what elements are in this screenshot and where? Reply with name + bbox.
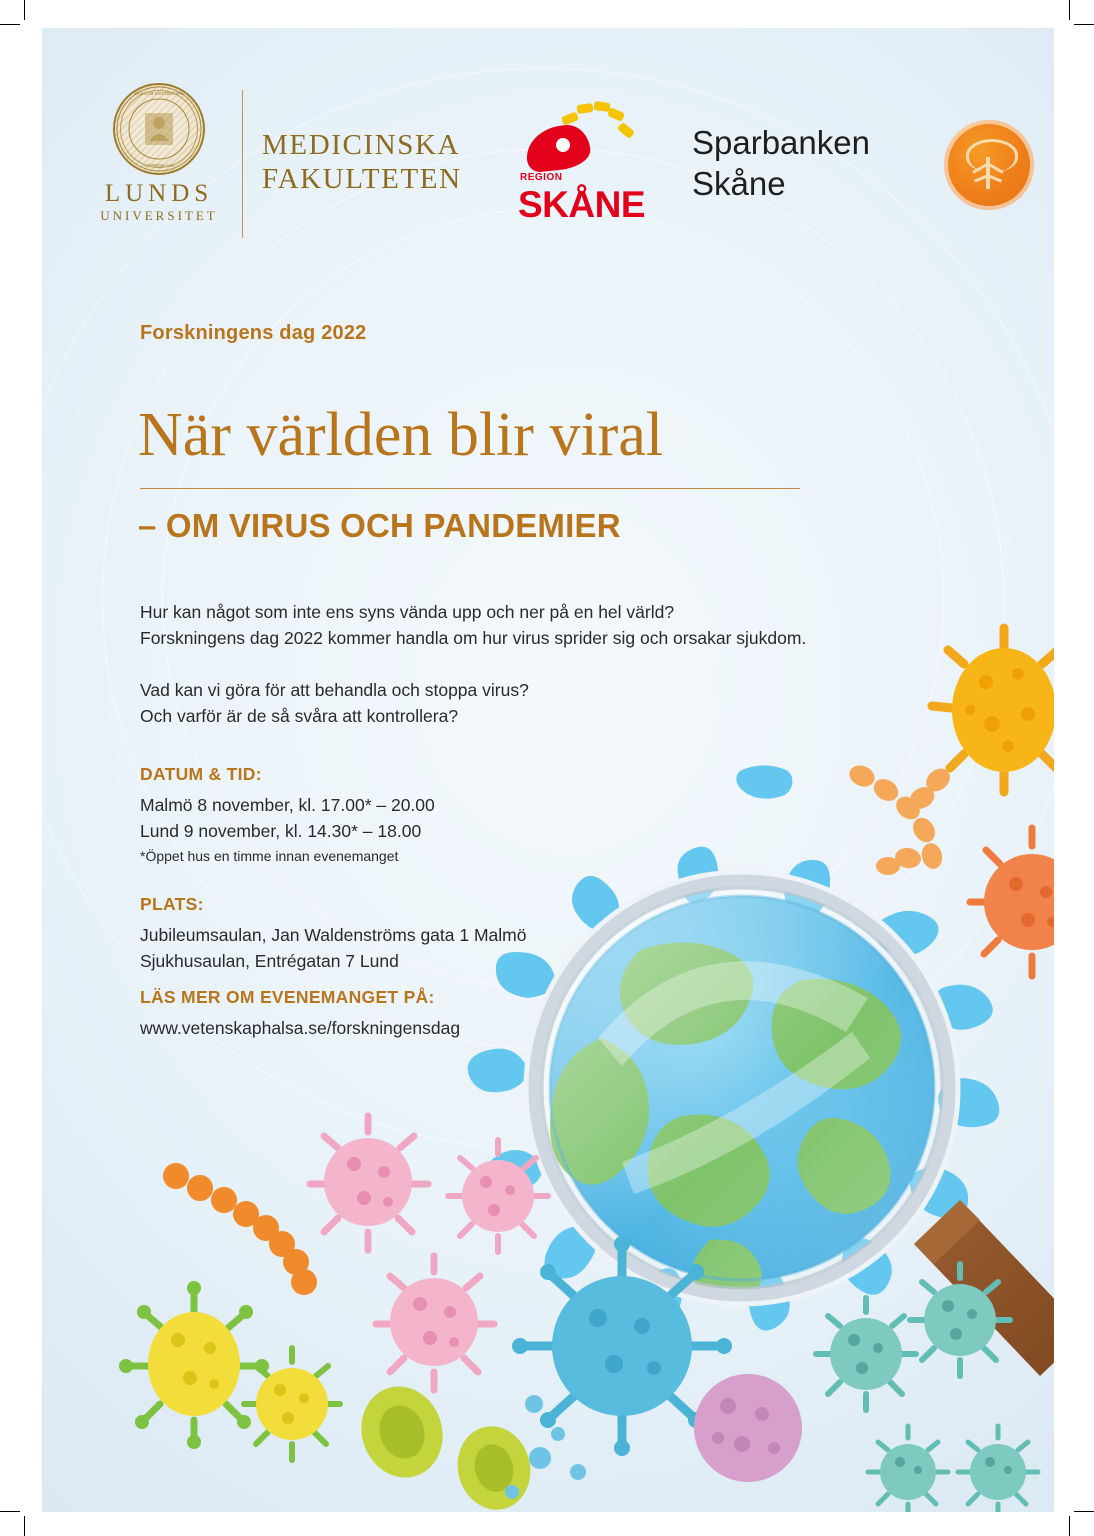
question-paragraph [140, 677, 529, 729]
lasmer-label: LÄS MER OM EVENEMANGET PÅ: [140, 987, 435, 1007]
sparbanken-coin-icon [944, 120, 1034, 210]
cell-olive-icon [350, 1376, 539, 1512]
logo-divider [242, 90, 243, 238]
crop-mark-top-left-v [24, 0, 25, 20]
lu-line-2: UNIVERSITET [100, 208, 218, 223]
plats-info [140, 922, 526, 974]
sparbanken-wordmark [692, 122, 870, 204]
sparbanken-skane-logo [692, 116, 1012, 226]
plats-line-1: Jubileumsaulan, Jan Waldenströms gata 1 Malmö [140, 925, 527, 945]
crop-mark-top-left-h [0, 24, 20, 25]
datum-info [140, 792, 435, 844]
seal-detail-icon [115, 85, 203, 173]
blue-dots-icon [505, 1395, 586, 1499]
lund-university-logo [84, 83, 234, 225]
question-line-1: Vad kan vi göra för att behandla och stoppa virus? [140, 680, 529, 700]
lund-university-seal-icon [113, 83, 205, 175]
sparbanken-line-1: Sparbanken [692, 124, 870, 161]
plats-line-2: Sjukhusaulan, Entrégatan 7 Lund [140, 951, 399, 971]
svg-text:SIGILLUM UNIVERSITATIS: SIGILLUM UNIVERSITATIS [134, 91, 184, 96]
region-label: REGION [520, 172, 563, 183]
kicker-text: Forskningens dag 2022 [140, 322, 367, 344]
logo-row [42, 28, 1054, 228]
page-title: När världen blir viral [138, 401, 664, 469]
virus-blue-large-icon [512, 1236, 732, 1456]
intro-line-1: Hur kan något som inte ens syns vända upp och ner på en hel värld? [140, 602, 675, 622]
virus-purple-speckled-icon [694, 1374, 802, 1482]
crop-mark-bottom-right-h [1074, 1511, 1094, 1512]
virus-teal-small-icon [816, 1264, 1038, 1512]
event-link[interactable]: www.vetenskaphalsa.se/forskningensdag [140, 1018, 461, 1038]
skane-horn-icon [526, 126, 598, 178]
page-subtitle: – OM VIRUS OCH PANDEMIER [138, 507, 621, 544]
lund-university-wordmark [84, 181, 234, 225]
sparbanken-line-2: Skåne [692, 165, 786, 202]
virus-green-yellow-icon [119, 1281, 340, 1460]
datum-footnote: *Öppet hus en timme innan evenemanget [140, 848, 399, 864]
datum-label: DATUM & TID: [140, 764, 262, 784]
crop-mark-bottom-left-h [0, 1511, 20, 1512]
plats-label: PLATS: [140, 894, 204, 914]
intro-paragraph [140, 599, 806, 651]
crop-mark-bottom-right-v [1069, 1516, 1070, 1536]
virus-pink-cluster-icon [310, 1116, 548, 1390]
region-skane-logo [508, 100, 678, 230]
crop-mark-bottom-left-v [24, 1516, 25, 1536]
faculty-wordmark [262, 128, 462, 196]
question-line-2: Och varför är de så svåra att kontrollera? [140, 706, 459, 726]
poster-canvas [42, 28, 1054, 1512]
crop-mark-top-right-v [1069, 0, 1070, 20]
intro-line-2: Forskningens dag 2022 kommer handla om hur virus sprider sig och orsakar sjukdom. [140, 628, 807, 648]
lu-line-1: LUNDS [104, 180, 214, 207]
faculty-line-1: MEDICINSKA [262, 129, 461, 161]
datum-line-1: Malmö 8 november, kl. 17.00* – 20.00 [140, 795, 435, 815]
magnifier-handle-icon [914, 1200, 1054, 1376]
bacteria-orange-chain-lower-icon [163, 1163, 317, 1295]
title-rule [140, 488, 800, 489]
oak-tree-icon [962, 137, 1016, 193]
faculty-line-2: FAKULTETEN [262, 163, 462, 195]
svg-text:LUNDENSIS 1666: LUNDENSIS 1666 [143, 163, 175, 168]
crop-mark-top-right-h [1074, 24, 1094, 25]
skane-label: SKÅNE [518, 184, 646, 225]
datum-line-2: Lund 9 november, kl. 14.30* – 18.00 [140, 821, 422, 841]
